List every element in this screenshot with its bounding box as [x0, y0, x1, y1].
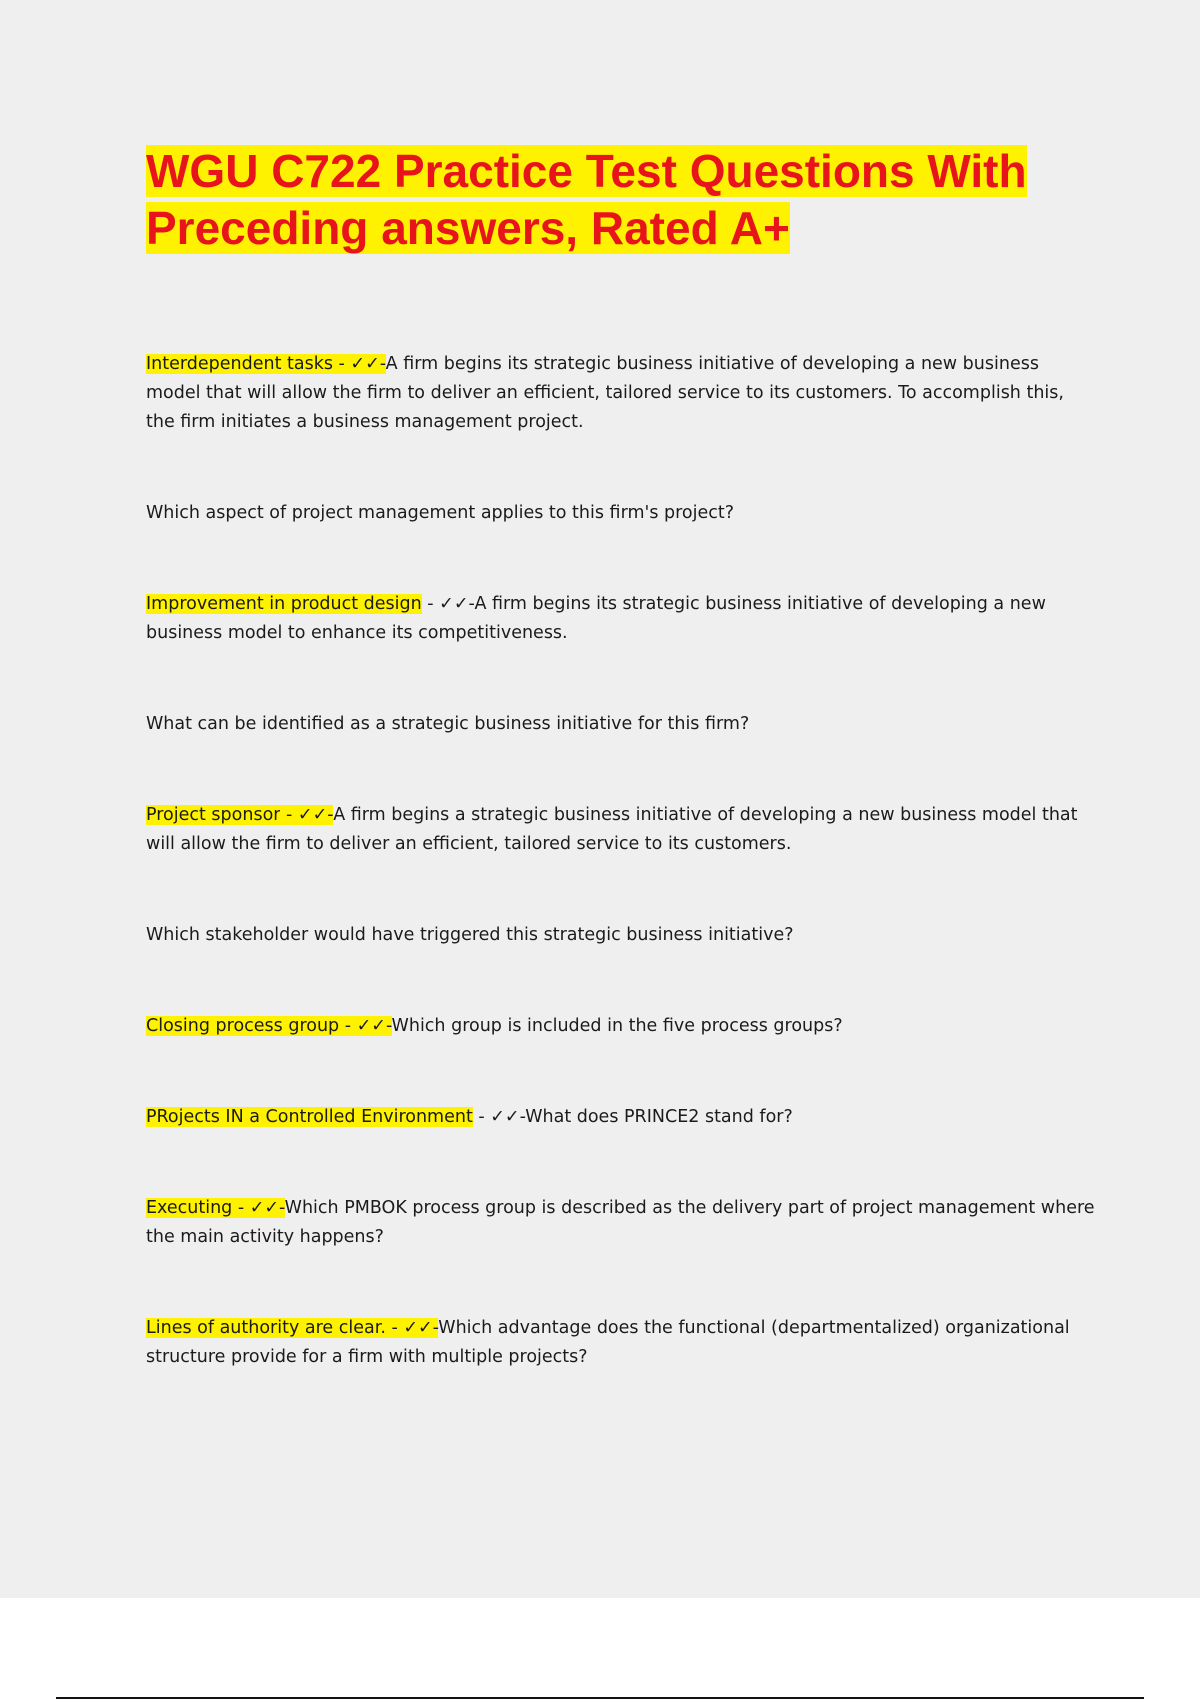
qa-question-line — [146, 1314, 1096, 1372]
qa-question: A firm begins its strategic business initiative of developing a new business model that will allow the firm to deliver an efficient, tailored service to its customers. To accomplish this, the firm initiates a business management project. — [146, 354, 1064, 432]
footer-divider — [56, 1697, 1144, 1699]
qa-question-line — [146, 1194, 1096, 1252]
qa-item — [146, 1012, 1096, 1041]
qa-separator: - ✓✓- — [385, 1318, 439, 1338]
qa-separator: - ✓✓- — [472, 1107, 526, 1127]
qa-question: What does PRINCE2 stand for? — [525, 1107, 793, 1127]
qa-answer: Closing process group — [146, 1016, 340, 1036]
qa-item — [146, 1194, 1096, 1252]
qa-question: A firm begins a strategic business initiative of developing a new business model that will allow the firm to deliver an efficient, tailored service to its customers. — [146, 805, 1078, 854]
qa-follow-up: Which stakeholder would have triggered this strategic business initiative? — [146, 925, 794, 945]
qa-item — [146, 1103, 1096, 1132]
qa-question-line — [146, 1103, 1096, 1132]
qa-answer: Improvement in product design — [146, 594, 422, 614]
qa-item — [146, 590, 1096, 739]
qa-answer: PRojects IN a Controlled Environment — [146, 1107, 473, 1127]
document-title — [146, 143, 1096, 257]
qa-separator: - ✓✓- — [339, 1016, 392, 1036]
qa-list — [146, 350, 1096, 1372]
qa-question-line — [146, 590, 1096, 648]
document-title-text: WGU C722 Practice Test Questions With Preceding answers, Rated A+ — [146, 145, 1027, 254]
qa-answer: Interdependent tasks — [146, 354, 333, 374]
qa-answer: Lines of authority are clear. — [146, 1318, 386, 1338]
qa-item — [146, 1314, 1096, 1372]
qa-question-line — [146, 1012, 1096, 1041]
qa-answer: Project sponsor — [146, 805, 281, 825]
qa-item — [146, 801, 1096, 950]
qa-question: Which PMBOK process group is described as the delivery part of project management where the main activity happens? — [146, 1198, 1095, 1247]
qa-question: Which advantage does the functional (departmentalized) organizational structure provide for a firm with multiple projects? — [146, 1318, 1070, 1367]
qa-follow-up: Which aspect of project management applies to this firm's project? — [146, 503, 735, 523]
qa-separator: - ✓✓- — [332, 354, 386, 374]
qa-separator: - ✓✓- — [280, 805, 334, 825]
qa-answer: Executing — [146, 1198, 233, 1218]
qa-separator: - ✓✓- — [232, 1198, 285, 1218]
qa-question: A firm begins its strategic business initiative of developing a new business model to enhance its competitiveness. — [146, 594, 1046, 643]
qa-separator: - ✓✓- — [421, 594, 475, 614]
qa-question-line — [146, 801, 1096, 859]
qa-question-line — [146, 350, 1096, 437]
qa-question: Which group is included in the five process groups? — [391, 1016, 843, 1036]
qa-item — [146, 350, 1096, 528]
qa-follow-up: What can be identified as a strategic business initiative for this firm? — [146, 714, 750, 734]
